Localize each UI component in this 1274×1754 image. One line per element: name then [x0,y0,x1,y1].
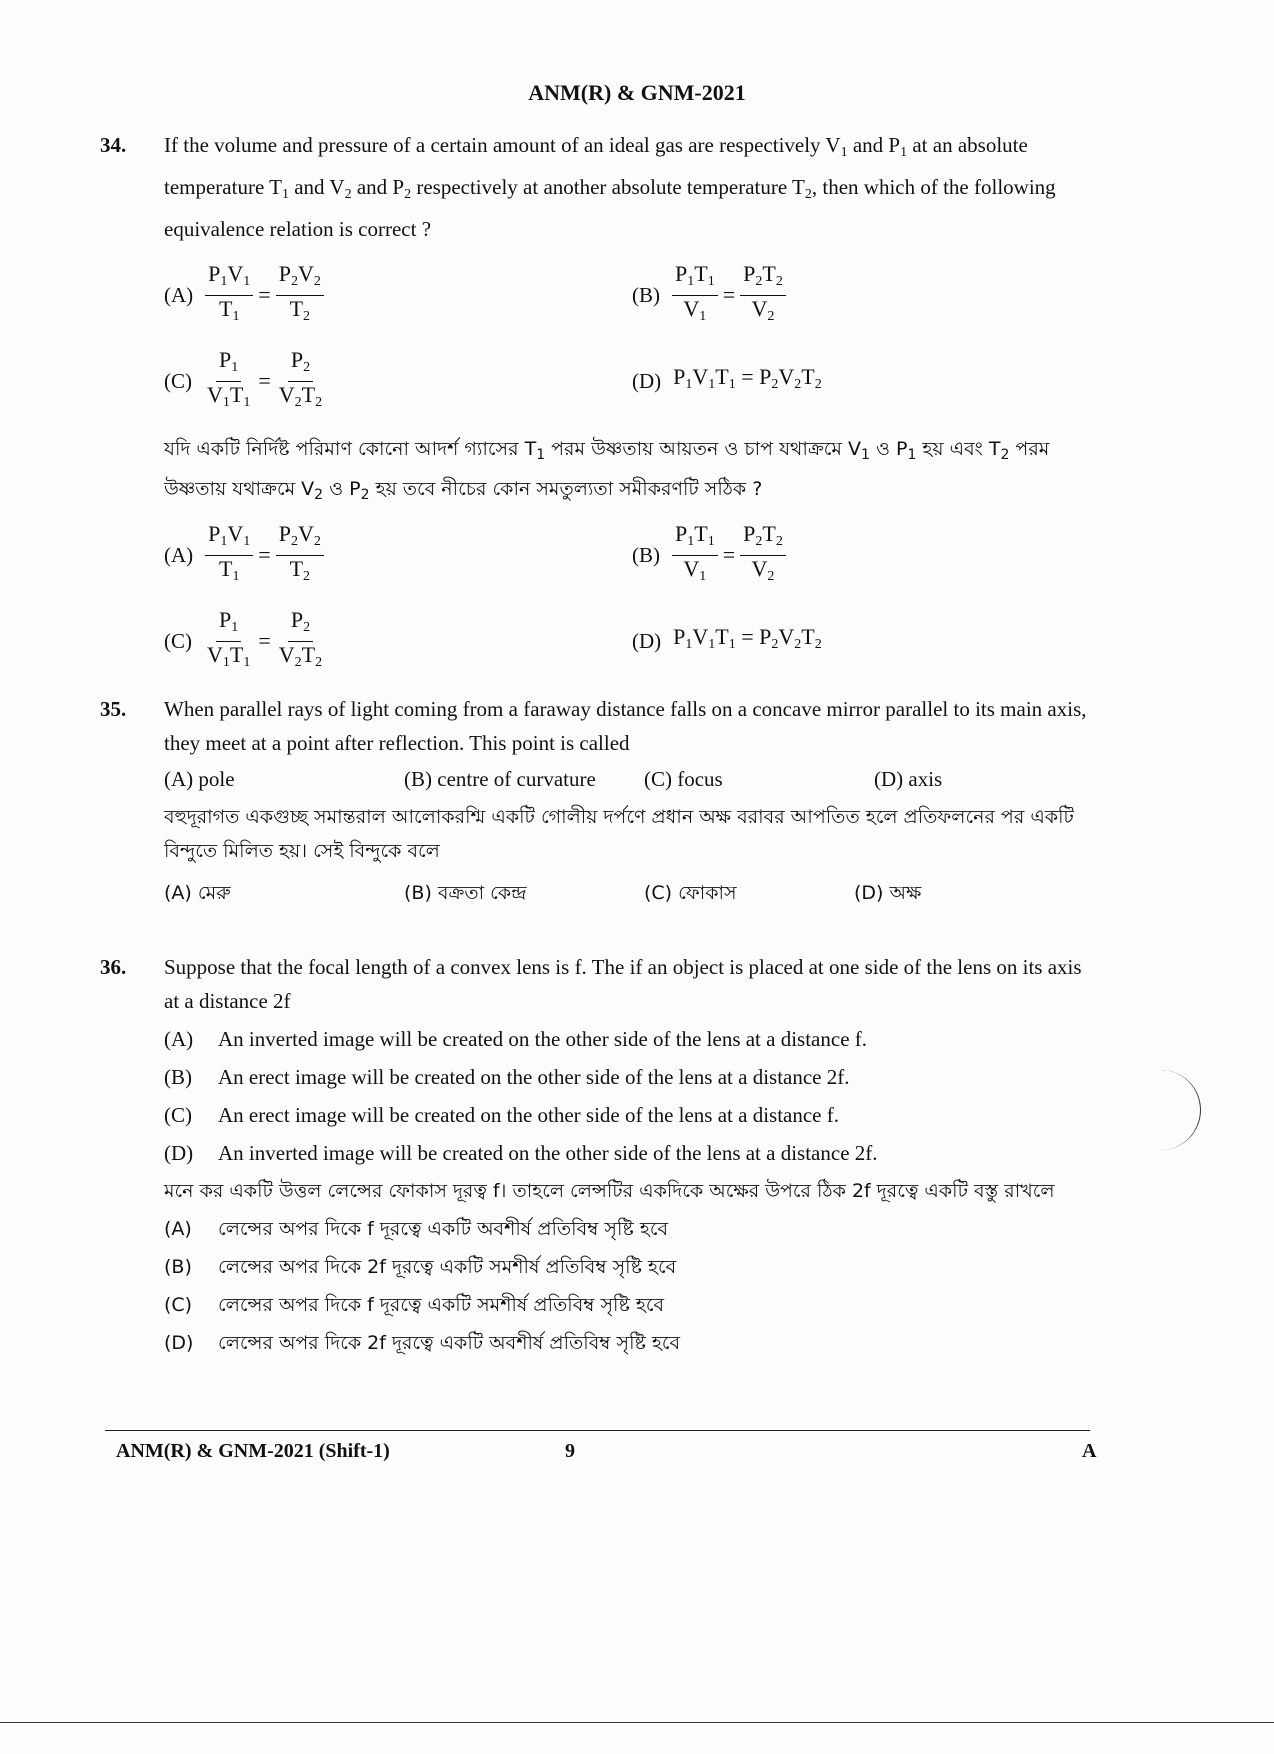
option-b-bn: (B) লেন্সের অপর দিকে 2f দূরত্বে একটি সমশীর্ষ প্রতিবিম্ব সৃষ্টি হবে [164,1256,677,1278]
scan-edge-line [0,1722,1274,1723]
option-d-bn: (D) লেন্সের অপর দিকে 2f দূরত্বে একটি অবশীর্ষ প্রতিবিম্ব সৃষ্টি হবে [164,1332,681,1354]
option-c-bn: (C) $\frac{P_1}{V_1T_1}$ = $\frac{P_2}{V_2T_2}$ [164,606,323,670]
option-c-bn: (C) লেন্সের অপর দিকে f দূরত্বে একটি সমশীর্ষ প্রতিবিম্ব সৃষ্টি হবে [164,1294,665,1316]
option-a: (A) An inverted image will be created on the other side of the lens at a distance f. [164,1027,868,1051]
option-b: (B) centre of curvature [404,767,596,791]
footer-divider [105,1430,1090,1431]
option-d: (D) axis [874,767,943,791]
question-text-bn: বহুদূরাগত একগুচ্ছ সমান্তরাল আলোকরশ্মি একটি গোলীয় দর্পণে প্রধান অক্ষ বরাবর আপতিত হলে প্রতিফলনের পর একটি বিন্দুতে মিলিত হয়। সেই বিন্দুকে বলে [164,806,1074,862]
set-code: A [1082,1440,1097,1462]
question-text-bn: যদি একটি নির্দিষ্ট পরিমাণ কোনো আদর্শ গ্যাসের $T_1$ পরম উষ্ণতায় আয়তন ও চাপ যথাক্রমে $V_1$ ও $P_1$ হয় এবং $T_2$ পরম উষ্ণতায় যথাক্রমে $V_2$ ও $P_2$ হয় তবে নীচের কোন সমতুল্যতা সমীকরণটি সঠিক ? [164,438,1050,503]
options-en [164,762,1100,796]
option-d: (D) An inverted image will be created on the other side of the lens at a distance 2f. [164,1141,878,1165]
option-d-bn: (D) $P_1V_1T_1 = P_2V_2T_2$ [632,624,822,653]
question-number: 35. [100,697,127,721]
option-b: (B) An erect image will be created on the other side of the lens at a distance 2f. [164,1065,850,1089]
page-header: ANM(R) & GNM-2021 [528,80,746,105]
question-number: 36. [100,955,127,979]
footer-exam-title: ANM(R) & GNM-2021 (Shift-1) [116,1440,390,1462]
option-a-bn: (A) মেরু [164,882,231,904]
question-34 [100,128,1100,684]
option-c: (C) focus [644,767,723,791]
question-text-bn: মনে কর একটি উত্তল লেন্সের ফোকাস দূরত্ব f। তাহলে লেন্সটির একদিকে অক্ষের উপরে ঠিক 2f দূরত্বে একটি বস্তু রাখলে [164,1180,1055,1202]
option-b-bn: (B) $\frac{P_1T_1}{V_1}$ = $\frac{P_2T_2}{V_2}$ [632,521,1100,590]
options-row-2 [164,338,1100,424]
option-c: (C) $\frac{P_1}{V_1T_1}$ = $\frac{P_2}{V_2T_2}$ [164,346,323,410]
option-a-bn: (A) লেন্সের অপর দিকে f দূরত্বে একটি অবশীর্ষ প্রতিবিম্ব সৃষ্টি হবে [164,1218,669,1240]
option-c: (C) An erect image will be created on the other side of the lens at a distance f. [164,1103,839,1127]
options-row-bn-2 [164,598,1100,684]
option-c-bn: (C) ফোকাস [644,882,737,904]
question-number: 34. [100,133,127,157]
option-a: (A) $\frac{P_1V_1}{T_1}$ = $\frac{P_2V_2}{T_2}$ [164,261,632,330]
option-d: (D) $P_1V_1T_1 = P_2V_2T_2$ [632,364,822,393]
option-a: (A) pole [164,767,235,791]
page-number: 9 [565,1440,575,1462]
option-d-bn: (D) অক্ষ [854,882,922,904]
question-text-en: When parallel rays of light coming from a faraway distance falls on a concave mirror parallel to its main axis, they meet at a point after reflection. This point is called [164,697,1087,755]
options-row-bn-1 [164,512,1100,598]
question-36 [100,950,1100,1364]
option-b: (B) $\frac{P_1T_1}{V_1}$ = $\frac{P_2T_2}{V_2}$ [632,261,1100,330]
option-a-bn: (A) $\frac{P_1V_1}{T_1}$ = $\frac{P_2V_2}{T_2}$ [164,521,632,590]
margin-mark [1160,1070,1201,1150]
option-b-bn: (B) বক্রতা কেন্দ্র [404,882,527,904]
question-35 [100,692,1100,910]
options-row-1 [164,252,1100,338]
question-text-en: If the volume and pressure of a certain amount of an ideal gas are respectively $V_1$ and $P_1$ at an absolute temperature $T_1$ and $V_2$ and $P_2$ respectively at another absolute temperature $T_2$, then which of the following equivalence relation is correct ? [164,133,1056,241]
question-text-en: Suppose that the focal length of a convex lens is f. The if an object is placed at one side of the lens on its axis at a distance 2f [164,955,1082,1013]
options-bn [164,876,1100,910]
